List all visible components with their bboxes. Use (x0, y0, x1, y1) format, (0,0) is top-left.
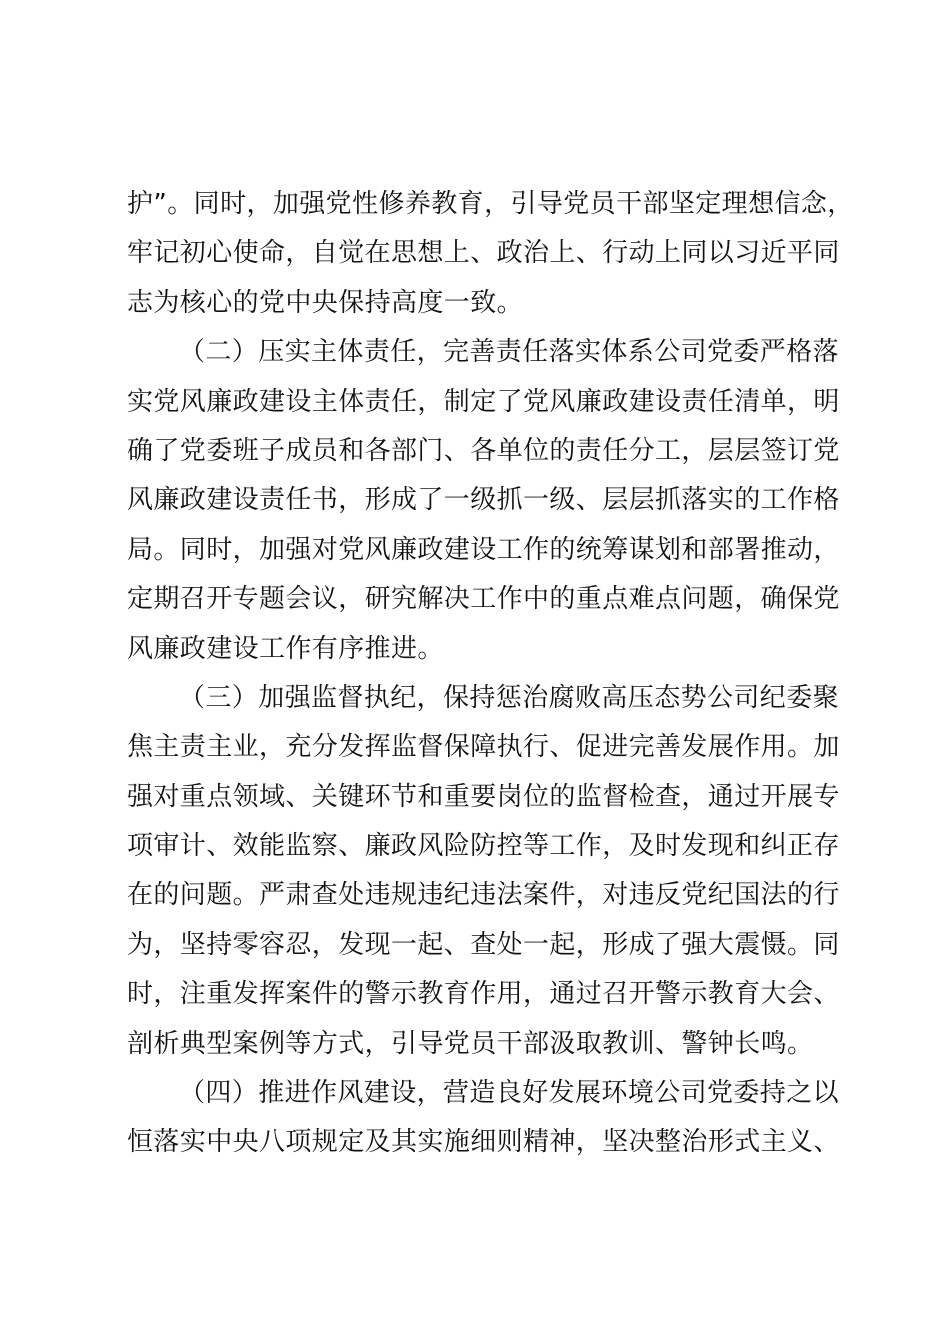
text-line: （二）压实主体责任，完善责任落实体系公司党委严格落 (179, 337, 840, 368)
text-line: 焦主责主业，充分发挥监督保障执行、促进完善发展作用。加 (127, 732, 840, 763)
text-line: 定期召开专题会议，研究解决工作中的重点难点问题，确保党 (127, 584, 840, 615)
paragraph-continuation (127, 180, 854, 328)
paragraph-section-2 (127, 328, 840, 674)
text-line: 风廉政建设工作有序推进。 (127, 633, 444, 664)
text-line: 剖析典型案例等方式，引导党员干部汲取教训、警钟长鸣。 (127, 1028, 814, 1059)
document-body (127, 180, 854, 1168)
text-line: （三）加强监督执纪，保持惩治腐败高压态势公司纪委聚 (179, 682, 840, 713)
text-line: 风廉政建设责任书，形成了一级抓一级、层层抓落实的工作格 (127, 485, 840, 516)
paragraph-section-4 (127, 1069, 840, 1168)
text-line: 护”。同时，加强党性修养教育，引导党员干部坚定理想信念， (127, 189, 854, 219)
paragraph-section-3 (127, 674, 840, 1069)
text-line: 项审计、效能监察、廉政风险防控等工作，及时发现和纠正存 (127, 831, 840, 862)
text-line: 志为核心的党中央保持高度一致。 (127, 287, 524, 318)
text-line: 实党风廉政建设主体责任，制定了党风廉政建设责任清单，明 (127, 386, 840, 417)
text-line: （四）推进作风建设，营造良好发展环境公司党委持之以 (179, 1078, 840, 1109)
text-line: 时，注重发挥案件的警示教育作用，通过召开警示教育大会、 (127, 979, 840, 1010)
text-line: 在的问题。严肃查处违规违纪违法案件，对违反党纪国法的行 (127, 880, 840, 911)
text-line: 为，坚持零容忍，发现一起、查处一起，形成了强大震慑。同 (127, 929, 840, 960)
text-line: 强对重点领域、关键环节和重要岗位的监督检查，通过开展专 (127, 781, 840, 812)
text-line: 牢记初心使命，自觉在思想上、政治上、行动上同以习近平同 (127, 238, 840, 269)
text-line: 确了党委班子成员和各部门、各单位的责任分工，层层签订党 (127, 435, 840, 466)
text-line: 恒落实中央八项规定及其实施细则精神，坚决整治形式主义、 (127, 1127, 840, 1158)
text-line: 局。同时，加强对党风廉政建设工作的统筹谋划和部署推动， (127, 534, 840, 565)
